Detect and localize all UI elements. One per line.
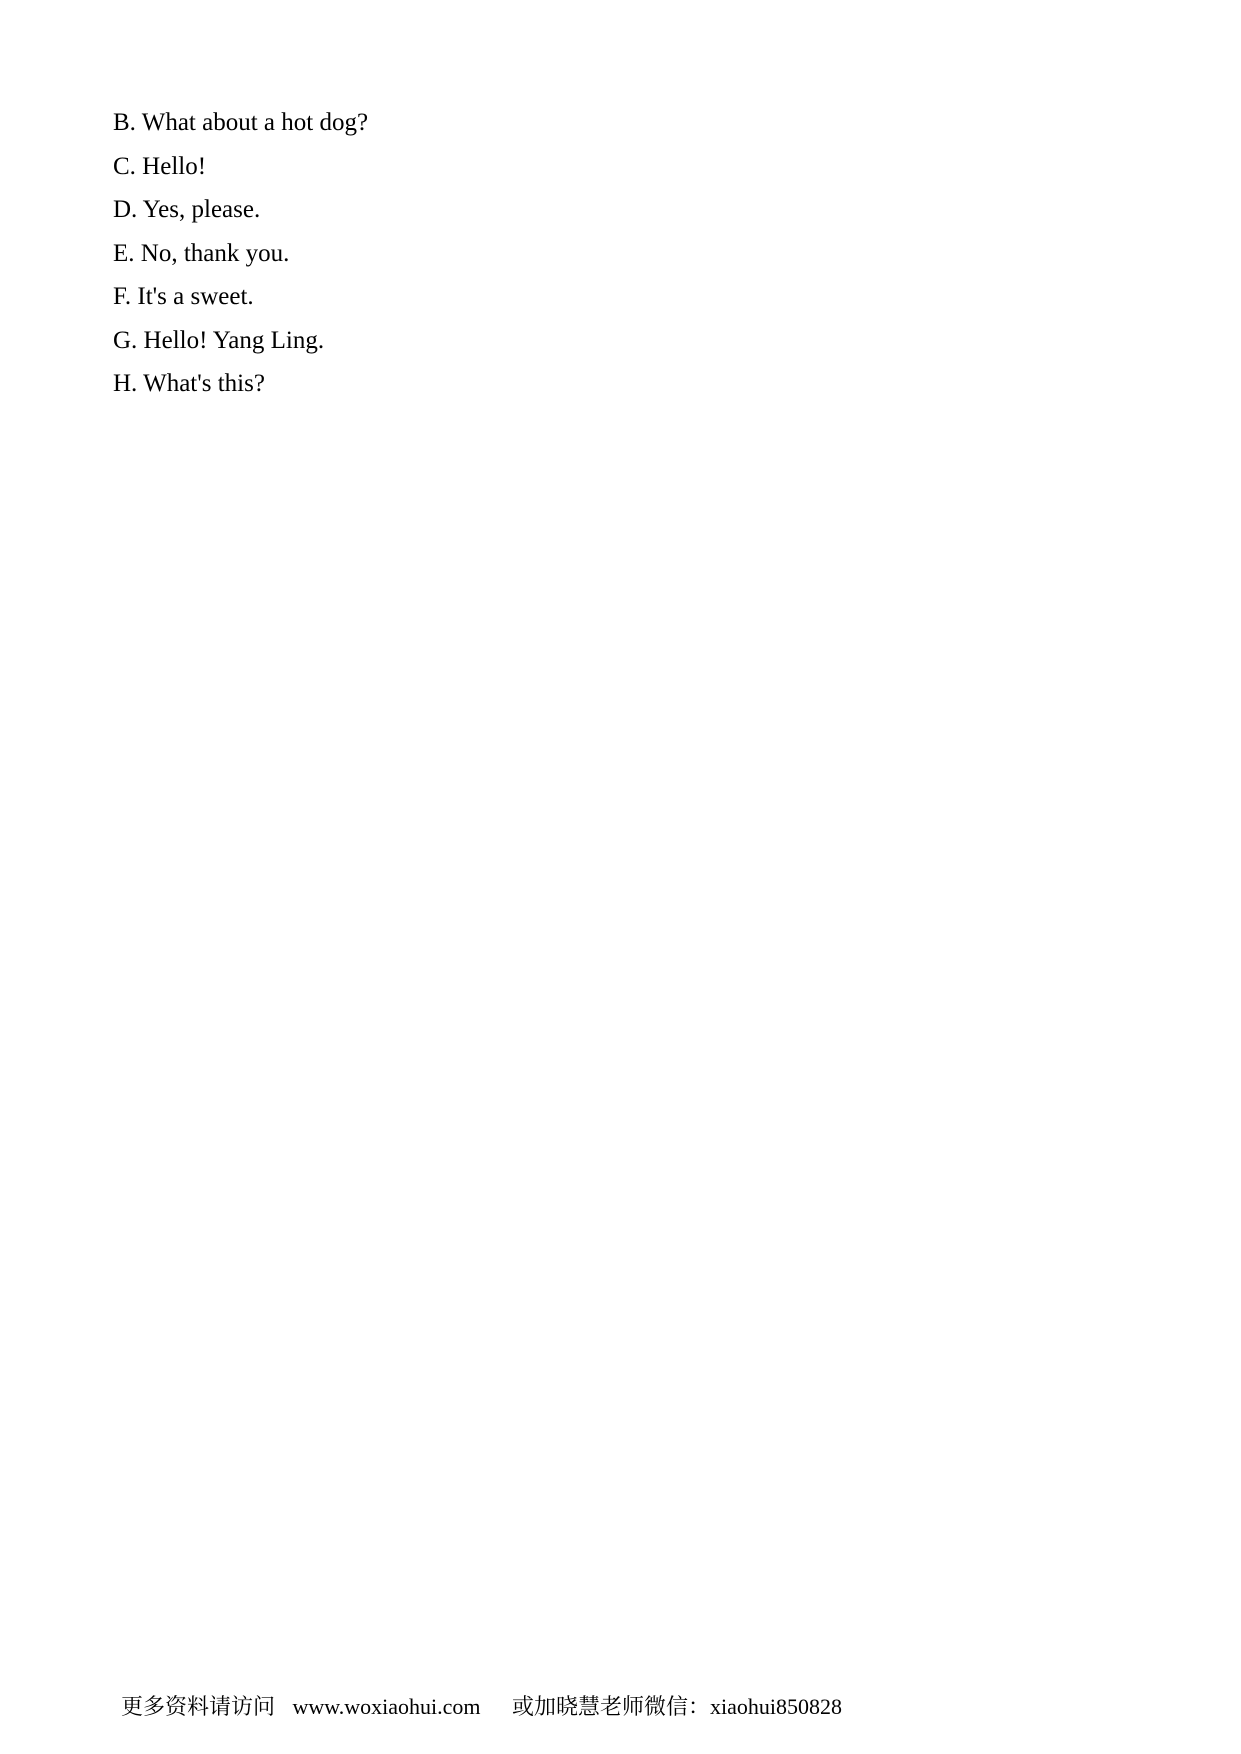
- footer-website-url: www.woxiaohui.com: [292, 1694, 481, 1719]
- option-c: C. Hello!: [113, 152, 207, 180]
- footer-wechat-contact: 或加晓慧老师微信：xiaohui850828: [512, 1694, 843, 1719]
- footer-notice-text: 更多资料请访问: [121, 1694, 276, 1719]
- answer-options-list: [113, 101, 1141, 406]
- option-e: E. No, thank you.: [113, 239, 290, 267]
- option-g: G. Hello! Yang Ling.: [113, 326, 325, 354]
- option-d: D. Yes, please.: [113, 196, 261, 223]
- page-footer: [121, 1693, 842, 1721]
- option-b: B. What about a hot dog?: [113, 109, 369, 136]
- option-f: F. It's a sweet.: [113, 283, 254, 310]
- option-h: H. What's this?: [113, 370, 265, 397]
